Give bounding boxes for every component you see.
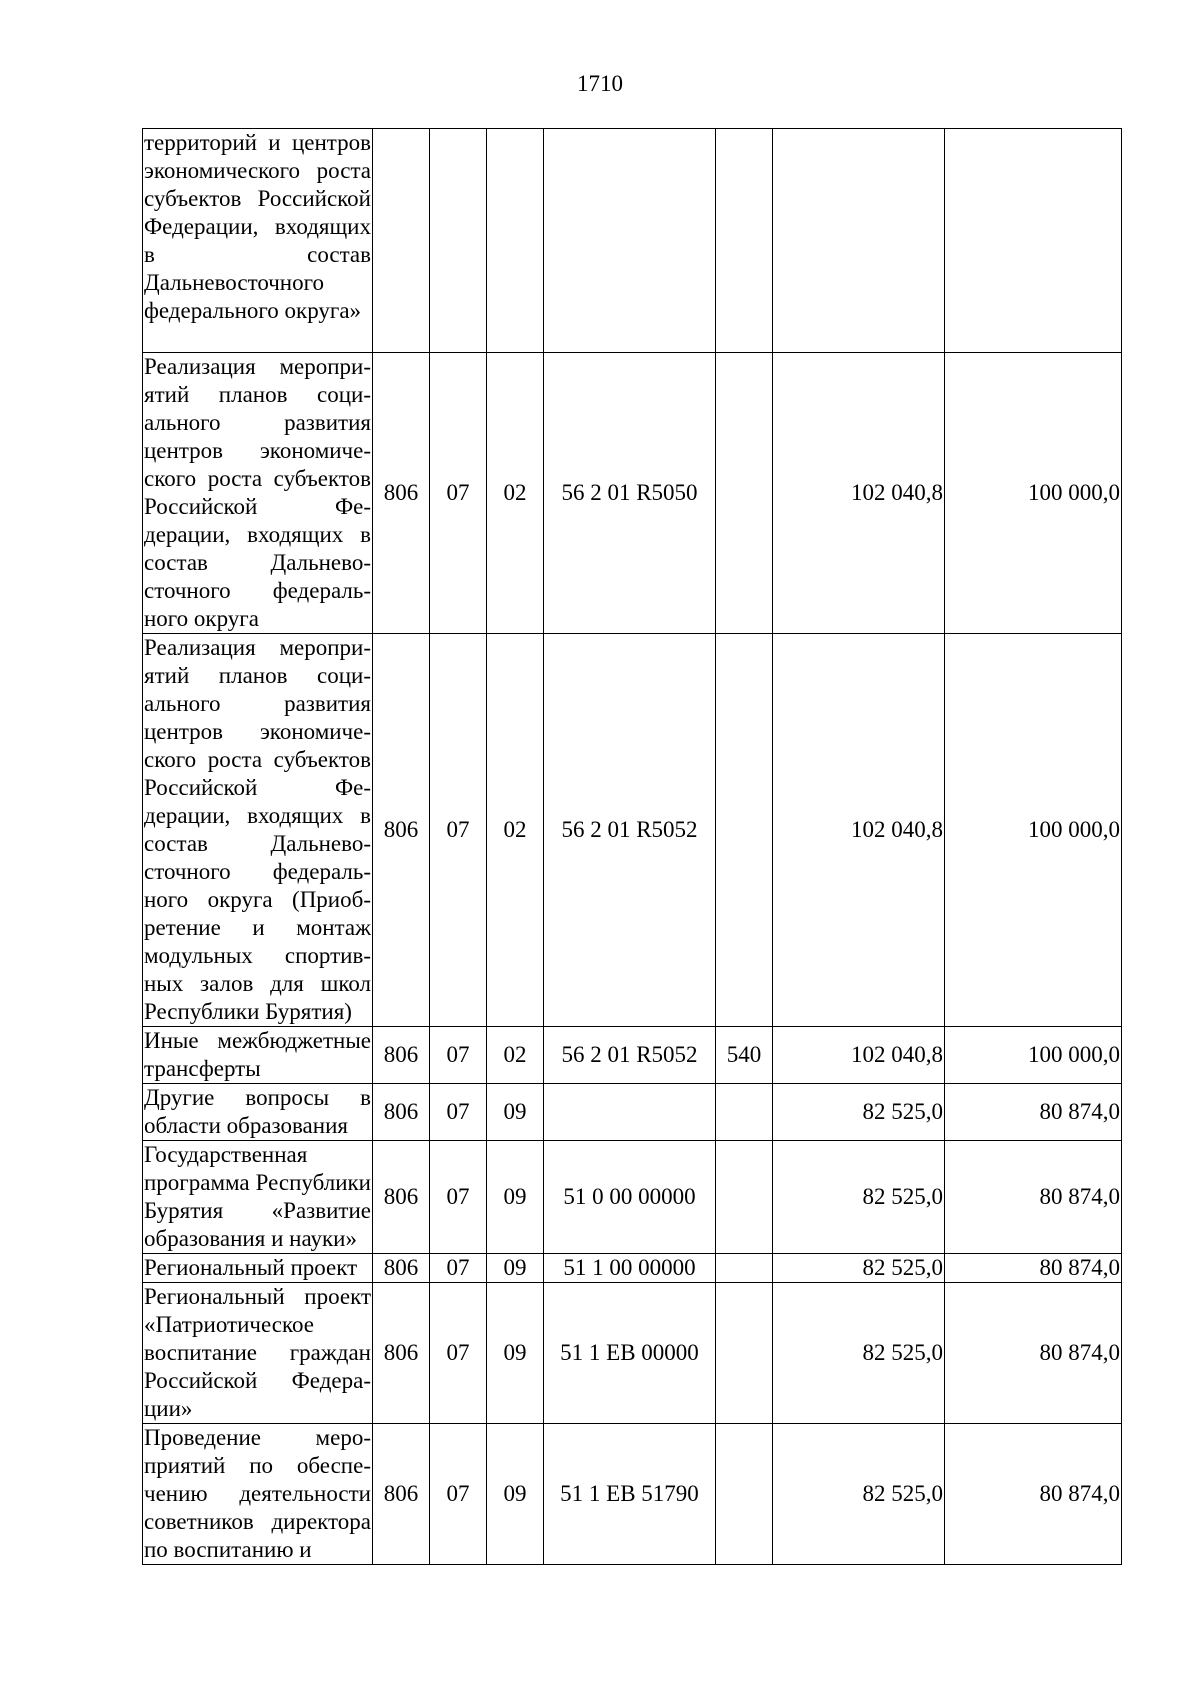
row-name-cell: Реализация мероприятий планов социального развития центров экономического роста субъектов Российской Федерации, входящих в состав Дальневосточного федерального округа — [143, 353, 373, 634]
sum1-cell — [773, 129, 945, 353]
csr-cell: 56 2 01 R5052 — [544, 634, 716, 1027]
pr-cell: 02 — [487, 353, 544, 634]
sum1-cell: 102 040,8 — [773, 634, 945, 1027]
sum2-cell: 80 874,0 — [945, 1254, 1122, 1283]
csr-cell: 56 2 01 R5050 — [544, 353, 716, 634]
sum2-cell: 100 000,0 — [945, 634, 1122, 1027]
rz-cell: 07 — [430, 1283, 487, 1424]
sum1-cell: 82 525,0 — [773, 1141, 945, 1254]
table-row — [143, 1027, 1122, 1084]
table-row — [143, 1084, 1122, 1141]
pr-cell: 09 — [487, 1084, 544, 1141]
row-name-cell: Иные межбюджетные трансферты — [143, 1027, 373, 1084]
pr-cell: 09 — [487, 1283, 544, 1424]
row-name-cell: Другие вопросы в области образования — [143, 1084, 373, 1141]
csr-cell — [544, 129, 716, 353]
pr-cell: 09 — [487, 1424, 544, 1565]
table-row — [143, 1283, 1122, 1424]
row-name-cell: Реализация мероприятий планов социального развития центров экономического роста субъектов Российской Федерации, входящих в состав Дальневосточного федерального округа (Приобретение и монтаж модульных спортивных залов для школ Республики Бурятия) — [143, 634, 373, 1027]
rz-cell: 07 — [430, 353, 487, 634]
table-row — [143, 634, 1122, 1027]
vr-cell — [716, 634, 773, 1027]
vr-cell — [716, 1084, 773, 1141]
gr-cell — [373, 129, 430, 353]
vr-cell: 540 — [716, 1027, 773, 1084]
row-name-cell: Государственная программа Республики Бурятия «Развитие образования и науки» — [143, 1141, 373, 1254]
csr-cell: 51 1 EB 00000 — [544, 1283, 716, 1424]
vr-cell — [716, 129, 773, 353]
pr-cell: 09 — [487, 1254, 544, 1283]
vr-cell — [716, 353, 773, 634]
pr-cell: 02 — [487, 634, 544, 1027]
row-name-cell: Региональный проект «Патриотическое воспитание граждан Российской Федерации» — [143, 1283, 373, 1424]
sum1-cell: 82 525,0 — [773, 1254, 945, 1283]
gr-cell: 806 — [373, 1283, 430, 1424]
vr-cell — [716, 1424, 773, 1565]
csr-cell: 56 2 01 R5052 — [544, 1027, 716, 1084]
csr-cell — [544, 1084, 716, 1141]
table-row — [143, 353, 1122, 634]
gr-cell: 806 — [373, 1027, 430, 1084]
table-row — [143, 1424, 1122, 1565]
sum2-cell: 80 874,0 — [945, 1084, 1122, 1141]
gr-cell: 806 — [373, 634, 430, 1027]
gr-cell: 806 — [373, 1424, 430, 1565]
sum1-cell: 82 525,0 — [773, 1424, 945, 1565]
rz-cell: 07 — [430, 1254, 487, 1283]
sum2-cell: 100 000,0 — [945, 1027, 1122, 1084]
table-row — [143, 1141, 1122, 1254]
budget-table — [142, 128, 1122, 1565]
sum1-cell: 102 040,8 — [773, 353, 945, 634]
page-number: 1710 — [577, 71, 623, 96]
sum1-cell: 82 525,0 — [773, 1283, 945, 1424]
row-name-cell: территорий и центров экономического роста субъектов Российской Федерации, входящих в состав Дальневосточного федерального округа» — [143, 129, 373, 353]
csr-cell: 51 1 00 00000 — [544, 1254, 716, 1283]
sum2-cell — [945, 129, 1122, 353]
vr-cell — [716, 1141, 773, 1254]
gr-cell: 806 — [373, 353, 430, 634]
sum1-cell: 82 525,0 — [773, 1084, 945, 1141]
pr-cell: 02 — [487, 1027, 544, 1084]
row-name-cell: Проведение мероприятий по обеспечению деятельности советников директора по воспитанию и — [143, 1424, 373, 1565]
rz-cell: 07 — [430, 634, 487, 1027]
table-row — [143, 1254, 1122, 1283]
vr-cell — [716, 1254, 773, 1283]
rz-cell: 07 — [430, 1424, 487, 1565]
sum1-cell: 102 040,8 — [773, 1027, 945, 1084]
gr-cell: 806 — [373, 1141, 430, 1254]
gr-cell: 806 — [373, 1254, 430, 1283]
pr-cell: 09 — [487, 1141, 544, 1254]
sum2-cell: 80 874,0 — [945, 1141, 1122, 1254]
csr-cell: 51 1 EB 51790 — [544, 1424, 716, 1565]
table-row — [143, 129, 1122, 353]
sum2-cell: 100 000,0 — [945, 353, 1122, 634]
gr-cell: 806 — [373, 1084, 430, 1141]
sum2-cell: 80 874,0 — [945, 1283, 1122, 1424]
pr-cell — [487, 129, 544, 353]
sum2-cell: 80 874,0 — [945, 1424, 1122, 1565]
rz-cell: 07 — [430, 1141, 487, 1254]
rz-cell: 07 — [430, 1027, 487, 1084]
rz-cell — [430, 129, 487, 353]
rz-cell: 07 — [430, 1084, 487, 1141]
vr-cell — [716, 1283, 773, 1424]
csr-cell: 51 0 00 00000 — [544, 1141, 716, 1254]
row-name-cell: Региональный проект — [143, 1254, 373, 1283]
